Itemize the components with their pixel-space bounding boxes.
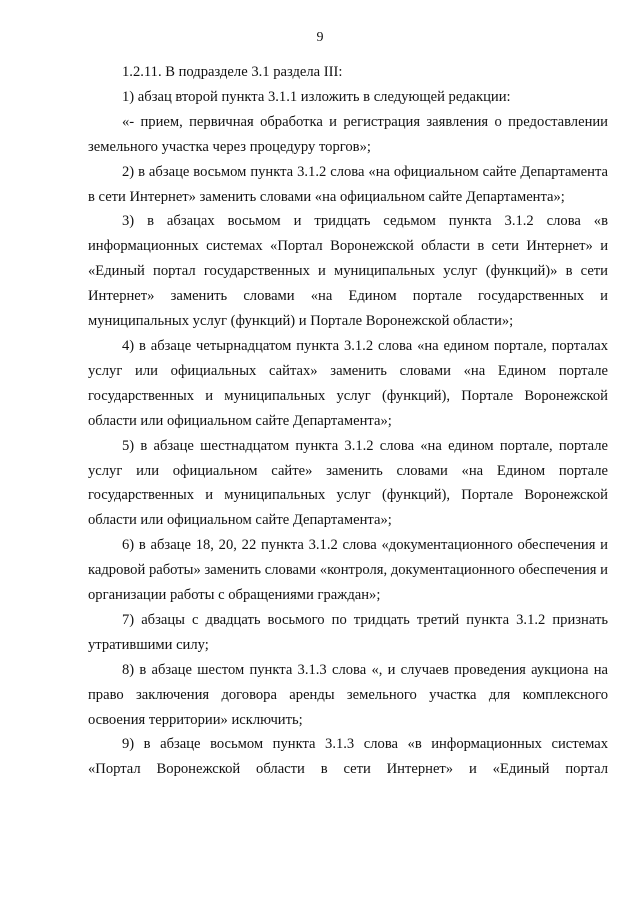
paragraph-item-1: 1) абзац второй пункта 3.1.1 изложить в следующей редакции: [122,88,511,105]
page-number: 9 [316,30,324,45]
paragraph-heading: 1.2.11. В подразделе 3.1 раздела III: [122,64,343,80]
paragraph-item-8: 8) в абзаце шестом пункта 3.1.3 слова «, и случаев проведения аукциона на право заключения договора аренды земельного участка для комплексного освоения территории» исключить; [88,661,608,728]
paragraph-item-9: 9) в абзаце восьмом пункта 3.1.3 слова «в информационных системах «Портал Воронежской области в сети Интернет» и «Единый портал [88,736,608,778]
paragraph-item-6: 6) в абзаце 18, 20, 22 пункта 3.1.2 слова «документационного обеспечения и кадровой работы» заменить словами «контроля, документационного обеспечения и организации работы с обращениями граждан»; [88,537,608,604]
paragraph-item-4: 4) в абзаце четырнадцатом пункта 3.1.2 слова «на едином портале, порталах услуг или официальных сайтах» заменить словами «на Едином портале государственных и муниципальных услуг (функций), Портале Воронежской области или официальном сайте Департамента»; [88,337,608,429]
paragraph-item-7: 7) абзацы с двадцать восьмого по тридцать третий пункта 3.1.2 признать утратившими силу; [88,611,608,653]
paragraph-item-2: 2) в абзаце восьмом пункта 3.1.2 слова «на официальном сайте Департамента в сети Интернет» заменить словами «на официальном сайте Департамента»; [88,163,608,205]
paragraph-item-5: 5) в абзаце шестнадцатом пункта 3.1.2 слова «на едином портале, портале услуг или официальном сайте» заменить словами «на Едином портале государственных и муниципальных услуг (функций), Портале Воронежской области или официальном сайте Департамента»; [88,437,608,529]
document-body [88,60,608,782]
paragraph-item-1-quote: «- прием, первичная обработка и регистрация заявления о предоставлении земельного участка через процедуру торгов»; [88,113,608,155]
paragraph-item-3: 3) в абзацах восьмом и тридцать седьмом пункта 3.1.2 слова «в информационных системах «Портал Воронежской области в сети Интернет» и «Единый портал государственных и муниципальных услуг (функций)» в сети Интернет» заменить словами «на Едином портале государственных и муниципальных услуг (функций) и Портале Воронежской области»; [88,213,608,330]
